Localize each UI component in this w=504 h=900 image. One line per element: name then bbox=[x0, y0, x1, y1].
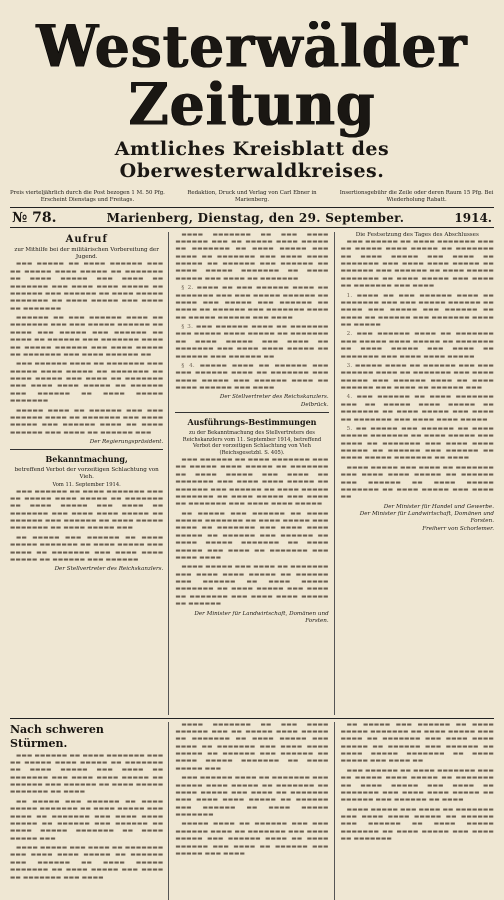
subhead-bekanntmachung-date: Vom 11. September 1914. bbox=[52, 481, 121, 488]
advert-info: Insertionsgebühr die Zeile oder deren Raum 15 Pfg. Bei Wiederholung Rabatt. bbox=[339, 190, 494, 203]
signature-col3-2-name: Freiherr von Schorlemer. bbox=[422, 525, 494, 532]
headline-bekanntmachung: Bekanntmachung, bbox=[45, 454, 128, 465]
masthead-subtitle: Amtliches Kreisblatt des Oberwesterwaldkreises. bbox=[114, 138, 390, 182]
subhead-ausfuehrung: zu der Bekanntmachung des Stellvertreters des Reichskanzlers vom 11. September 1914, betreffend Verbot der vorzeitigen Schlachtung von Vieh (Reichsgesetzbl. S. 405). bbox=[182, 429, 322, 457]
signature-col2-1-name: Delbrück. bbox=[300, 401, 329, 408]
body-text-col3: ▬▬▬ ▬▬▬▬▬▬ ▬▬ ▬▬▬▬ ▬▬▬▬▬▬▬ ▬▬▬ ▬▬ ▬▬▬▬▬ ▬▬▬▬ ▬▬▬▬▬ ▬▬ ▬▬▬▬▬▬▬ ▬▬ ▬▬▬▬ ▬▬▬▬▬ ▬▬▬ ▬▬▬▬ ▬▬ ▬▬▬▬▬▬▬ ▬▬▬ ▬▬▬▬ ▬▬▬▬ ▬▬▬▬▬ ▬▬ ▬▬▬▬▬▬ ▬▬▬ ▬▬▬▬▬▬ ▬▬ ▬▬▬▬ ▬▬▬▬▬ ▬▬▬▬▬▬▬ ▬▬ ▬▬▬▬ ▬▬▬▬▬ ▬▬▬ ▬▬▬▬ ▬▬ ▬▬▬▬▬▬▬ ▬▬▬ ▬▬▬▬ 1. ▬▬▬▬ ▬▬ ▬▬▬ ▬▬▬▬▬▬ ▬▬▬▬ ▬▬ ▬▬▬▬▬▬▬ ▬▬▬ ▬▬▬ ▬▬▬▬▬ ▬▬▬▬▬▬ ▬▬ ▬▬▬▬ ▬▬▬ ▬▬▬▬▬ ▬▬▬ ▬▬▬▬▬▬ ▬▬ ▬▬▬▬ ▬▬ ▬▬▬▬▬▬ ▬▬▬ ▬▬▬▬▬▬▬ ▬▬▬▬ ▬▬ ▬▬▬▬▬ 2. ▬▬▬ ▬▬▬▬▬▬ ▬▬▬▬ ▬▬ ▬▬▬▬▬▬▬ ▬▬▬ ▬▬▬▬▬ ▬▬▬▬ ▬▬▬▬▬ ▬▬ ▬▬▬▬▬▬▬ ▬▬ ▬▬▬▬ ▬▬▬▬▬ ▬▬▬ ▬▬▬▬ ▬▬ ▬▬▬▬▬▬▬ ▬▬▬ ▬▬▬▬ ▬▬▬▬ ▬▬▬▬▬ 3. ▬▬▬▬▬ ▬▬▬▬ ▬▬ ▬▬▬▬▬▬ ▬▬▬ ▬▬▬ ▬▬▬▬▬▬ ▬▬▬▬ ▬▬ ▬▬▬▬▬▬▬ ▬▬▬ ▬▬▬▬ ▬▬▬▬▬ ▬▬▬ ▬▬▬▬▬▬ ▬▬▬▬ ▬▬ ▬▬▬▬ ▬▬▬▬▬▬ ▬▬▬ ▬▬▬▬ ▬▬ ▬▬▬▬▬▬ ▬▬▬ 4. ▬▬▬ ▬▬▬▬▬▬ ▬▬ ▬▬▬▬ ▬▬▬▬▬▬▬ ▬▬▬ ▬▬ ▬▬▬▬▬ ▬▬▬▬ ▬▬▬▬▬ ▬▬ ▬▬▬▬▬▬▬ ▬▬ ▬▬▬▬ ▬▬▬▬▬ ▬▬▬ ▬▬▬▬ ▬▬ ▬▬▬▬▬▬▬ ▬▬▬ ▬▬▬▬ ▬▬▬▬ ▬▬▬▬▬ 5. ▬▬ ▬▬▬▬▬ ▬▬▬ ▬▬▬▬▬▬ ▬▬ ▬▬▬▬ ▬▬▬▬▬ ▬▬▬▬▬▬▬ ▬▬ ▬▬▬▬ ▬▬▬▬▬ ▬▬▬ ▬▬▬▬ ▬▬ ▬▬▬▬▬▬▬ ▬▬▬ ▬▬▬▬ ▬▬▬▬ ▬▬▬▬▬ ▬▬ ▬▬▬▬▬▬ ▬▬▬ ▬▬▬▬▬▬ ▬▬ ▬▬▬▬ ▬▬▬▬▬ ▬▬▬▬▬▬▬ ▬▬ ▬▬▬▬ ▬▬▬▬ ▬▬▬▬▬ ▬▬▬ ▬▬▬▬ ▬▬ ▬▬▬▬▬▬▬ ▬▬▬ ▬▬▬▬ ▬▬▬▬ ▬▬▬▬▬ ▬▬ ▬▬▬▬▬▬ ▬▬▬ ▬▬▬▬▬▬ ▬▬ ▬▬▬▬ ▬▬▬▬▬ ▬▬▬▬▬▬▬ ▬▬ ▬▬▬▬ ▬▬▬▬▬ ▬▬▬ ▬▬▬▬ ▬▬ bbox=[340, 238, 494, 501]
signature-col3-2: Der Minister für Landwirtschaft, Domänen und Forsten. bbox=[359, 511, 494, 525]
signature-col3-1: Der Minister für Handel und Gewerbe. bbox=[383, 503, 494, 510]
article-columns bbox=[10, 232, 494, 715]
masthead-title: Westerwälder Zeitung bbox=[36, 12, 468, 138]
column-1 bbox=[10, 232, 169, 715]
body-text-bekanntmachung: ▬▬▬ ▬▬▬▬▬▬ ▬▬ ▬▬▬▬ ▬▬▬▬▬▬▬ ▬▬▬ ▬▬ ▬▬▬▬▬ ▬▬▬▬ ▬▬▬▬▬ ▬▬ ▬▬▬▬▬▬▬ ▬▬ ▬▬▬▬ ▬▬▬▬▬ ▬▬▬ ▬▬▬▬ ▬▬ ▬▬▬▬▬▬▬ ▬▬▬ ▬▬▬▬ ▬▬▬▬ ▬▬▬▬▬ ▬▬ ▬▬▬▬▬▬ ▬▬▬ ▬▬▬▬▬▬ ▬▬ ▬▬▬▬ ▬▬▬▬▬ ▬▬▬▬▬▬▬ ▬▬ ▬▬▬▬ ▬▬▬▬▬ ▬▬▬ ▬▬ ▬▬▬▬▬ ▬▬▬ ▬▬▬▬▬▬ ▬▬ ▬▬▬▬ ▬▬▬▬▬ ▬▬▬▬▬▬▬ ▬▬ ▬▬▬▬ ▬▬▬▬▬ ▬▬▬ ▬▬▬▬ ▬▬ ▬▬▬▬▬▬▬ ▬▬▬ ▬▬▬▬ ▬▬▬▬ ▬▬▬▬▬ ▬▬ ▬▬▬▬▬▬ ▬▬▬ ▬▬▬▬▬▬ bbox=[10, 488, 164, 563]
subhead-bekanntmachung: betreffend Verbot der vorzeitigen Schlachtung von Vieh. bbox=[14, 466, 159, 481]
headline-aufruf: Aufruf bbox=[65, 233, 108, 245]
signature-col2-2: Der Minister für Landwirtschaft, Domänen und Forsten. bbox=[194, 610, 329, 624]
headline-festsetzung: Die Festsetzung des Tages des Abschlusses bbox=[355, 231, 479, 238]
feuilleton-column-1 bbox=[10, 722, 169, 900]
divider bbox=[175, 412, 328, 413]
story-text-2: ▬▬▬▬ ▬▬▬▬▬▬▬ ▬▬ ▬▬▬ ▬▬▬▬ ▬▬▬▬▬▬ ▬▬▬ ▬▬ ▬▬▬▬▬ ▬▬▬▬ ▬▬▬▬▬ ▬▬ ▬▬▬▬▬▬▬ ▬▬ ▬▬▬▬ ▬▬▬▬▬ ▬▬▬ ▬▬▬▬ ▬▬ ▬▬▬▬▬▬▬ ▬▬▬ ▬▬▬▬ ▬▬▬▬ ▬▬▬▬▬ ▬▬ ▬▬▬▬▬▬ ▬▬▬ ▬▬▬▬▬▬ ▬▬ ▬▬▬▬ ▬▬▬▬▬ ▬▬▬▬▬▬▬ ▬▬ ▬▬▬▬ ▬▬▬▬▬ ▬▬▬ ▬▬▬ ▬▬▬▬▬▬ ▬▬▬▬ ▬▬ ▬▬▬▬▬▬▬ ▬▬▬ ▬▬▬▬▬ ▬▬▬▬ ▬▬▬▬▬ ▬▬ ▬▬▬▬▬▬▬ ▬▬ ▬▬▬▬ ▬▬▬▬▬ ▬▬▬ ▬▬▬▬ ▬▬ ▬▬▬▬▬▬▬ ▬▬▬ ▬▬▬▬ ▬▬▬▬ ▬▬▬▬▬ ▬▬ ▬▬▬▬▬▬ ▬▬▬ ▬▬▬▬▬▬ ▬▬ ▬▬▬▬ ▬▬▬▬▬ ▬▬▬▬▬▬▬ ▬▬▬▬▬ ▬▬▬▬ ▬▬ ▬▬▬▬▬▬ ▬▬▬ ▬▬▬ ▬▬▬▬▬▬ ▬▬▬▬ ▬▬ ▬▬▬▬▬▬▬ ▬▬▬ ▬▬▬▬ ▬▬▬▬▬ ▬▬▬ ▬▬▬▬▬▬ ▬▬▬▬ ▬▬ ▬▬▬▬ ▬▬▬▬▬▬ ▬▬▬ ▬▬▬▬ ▬▬ ▬▬▬▬▬▬ ▬▬▬ ▬▬▬▬▬ ▬▬▬ ▬▬▬▬ bbox=[175, 721, 329, 857]
publisher-info: Redaktion, Druck und Verlag von Carl Ebner in Marienberg. bbox=[187, 190, 317, 203]
column-3 bbox=[341, 232, 494, 715]
rule-under-dateline bbox=[10, 227, 494, 228]
signature-bekanntmachung: Der Stellvertreter des Reichskanzlers. bbox=[54, 566, 164, 573]
story-text-3: ▬▬ ▬▬▬▬▬ ▬▬▬ ▬▬▬▬▬▬ ▬▬ ▬▬▬▬ ▬▬▬▬▬ ▬▬▬▬▬▬▬ ▬▬ ▬▬▬▬ ▬▬▬▬▬ ▬▬▬ ▬▬▬▬ ▬▬ ▬▬▬▬▬▬▬ ▬▬▬ ▬▬▬▬ ▬▬▬▬ ▬▬▬▬▬ ▬▬ ▬▬▬▬▬▬ ▬▬▬ ▬▬▬▬▬▬ ▬▬ ▬▬▬▬ ▬▬▬▬▬ ▬▬▬▬▬▬▬ ▬▬ ▬▬▬▬ ▬▬▬▬▬ ▬▬▬ ▬▬▬▬ ▬▬ ▬▬▬ ▬▬▬▬▬▬ ▬▬ ▬▬▬▬ ▬▬▬▬▬▬▬ ▬▬▬ ▬▬ ▬▬▬▬▬ ▬▬▬▬ ▬▬▬▬▬ ▬▬ ▬▬▬▬▬▬▬ ▬▬ ▬▬▬▬ ▬▬▬▬▬ ▬▬▬ ▬▬▬▬ ▬▬ ▬▬▬▬▬▬▬ ▬▬▬ ▬▬▬▬ ▬▬▬▬ ▬▬▬▬▬ ▬▬ ▬▬▬▬▬▬ ▬▬▬ ▬▬▬▬▬▬ ▬▬ ▬▬▬▬ ▬▬▬▬ ▬▬▬▬▬ ▬▬▬ ▬▬▬▬ ▬▬ ▬▬▬▬▬▬▬ ▬▬▬ ▬▬▬▬ ▬▬▬▬ ▬▬▬▬▬ ▬▬ ▬▬▬▬▬▬ ▬▬▬ ▬▬▬▬▬▬ ▬▬ ▬▬▬▬ ▬▬▬▬▬ ▬▬▬▬▬▬▬ ▬▬ ▬▬▬▬ ▬▬▬▬▬ ▬▬▬ ▬▬▬▬ ▬▬ ▬▬▬▬▬▬▬ bbox=[340, 721, 494, 843]
signature-col2-1: Der Stellvertreter des Reichskanzlers. bbox=[219, 394, 329, 401]
feuilleton-column-3 bbox=[341, 722, 494, 900]
headline-ausfuehrung: Ausführungs-Bestimmungen bbox=[187, 417, 317, 428]
body-text-col2-top: ▬▬▬▬ ▬▬▬▬▬▬▬ ▬▬ ▬▬▬ ▬▬▬▬ ▬▬▬▬▬▬ ▬▬▬ ▬▬ ▬▬▬▬▬ ▬▬▬▬ ▬▬▬▬▬ ▬▬ ▬▬▬▬▬▬▬ ▬▬ ▬▬▬▬ ▬▬▬▬▬ ▬▬▬ ▬▬▬▬ ▬▬ ▬▬▬▬▬▬▬ ▬▬▬ ▬▬▬▬ ▬▬▬▬ ▬▬▬▬▬ ▬▬ ▬▬▬▬▬▬ ▬▬▬ ▬▬▬▬▬▬ ▬▬ ▬▬▬▬ ▬▬▬▬▬ ▬▬▬▬▬▬▬ ▬▬ ▬▬▬▬ ▬▬▬▬▬ ▬▬▬ ▬▬▬▬ ▬▬ ▬▬▬▬▬▬▬ § 2. ▬▬▬▬ ▬▬ ▬▬▬ ▬▬▬▬▬▬ ▬▬▬▬ ▬▬ ▬▬▬▬▬▬▬ ▬▬▬ ▬▬▬ ▬▬▬▬▬ ▬▬▬▬▬▬ ▬▬ ▬▬▬▬ ▬▬▬ ▬▬▬▬▬ ▬▬▬ ▬▬▬▬▬▬ ▬▬ ▬▬▬▬ ▬▬ ▬▬▬▬▬▬ ▬▬▬ ▬▬▬▬▬▬▬ ▬▬▬▬ ▬▬ ▬▬▬▬▬ ▬▬▬▬▬▬ ▬▬▬ ▬▬▬▬ § 3. ▬▬▬ ▬▬▬▬▬▬ ▬▬▬▬ ▬▬ ▬▬▬▬▬▬▬ ▬▬▬ ▬▬▬▬▬ ▬▬▬▬ ▬▬▬▬▬ ▬▬ ▬▬▬▬▬▬▬ ▬▬ ▬▬▬▬ ▬▬▬▬▬ ▬▬▬ ▬▬▬▬ ▬▬ ▬▬▬▬▬▬▬ ▬▬▬ ▬▬▬▬ ▬▬▬▬ ▬▬▬▬▬ ▬▬ ▬▬▬▬▬▬ ▬▬▬ ▬▬▬▬▬▬ ▬▬ § 4. ▬▬▬▬▬ ▬▬▬▬ ▬▬ ▬▬▬▬▬▬ ▬▬▬ ▬▬▬ ▬▬▬▬▬▬ ▬▬▬▬ ▬▬ ▬▬▬▬▬▬▬ ▬▬▬ ▬▬▬▬ ▬▬▬▬▬ ▬▬▬ ▬▬▬▬▬▬ ▬▬▬▬ ▬▬ ▬▬▬▬ ▬▬▬▬▬▬ ▬▬▬ ▬▬▬▬ bbox=[175, 231, 329, 391]
feuilleton-column-2 bbox=[175, 722, 334, 900]
body-text-aufruf: ▬▬▬ ▬▬▬▬▬ ▬▬ ▬▬▬▬ ▬▬▬▬▬▬ ▬▬▬ ▬▬ ▬▬▬▬▬ ▬▬▬▬ ▬▬▬▬▬ ▬▬ ▬▬▬▬▬▬▬ ▬▬ ▬▬▬▬ ▬▬▬▬▬ ▬▬▬ ▬▬▬▬ ▬▬ ▬▬▬▬▬▬▬ ▬▬▬ ▬▬▬▬ ▬▬▬▬ ▬▬▬▬▬ ▬▬ ▬▬▬▬▬▬ ▬▬▬ ▬▬▬▬▬▬ ▬▬ ▬▬▬▬ ▬▬▬▬▬ ▬▬▬▬▬▬▬ ▬▬ ▬▬▬▬ ▬▬▬▬▬ ▬▬▬ ▬▬▬▬ ▬▬ ▬▬▬▬▬▬▬ ▬▬▬▬▬▬ ▬▬ ▬▬▬ ▬▬▬▬▬▬ ▬▬▬▬ ▬▬ ▬▬▬▬▬▬▬ ▬▬▬ ▬▬▬ ▬▬▬▬▬ ▬▬▬▬▬▬ ▬▬ ▬▬▬▬ ▬▬▬ ▬▬▬▬▬ ▬▬▬ ▬▬▬▬▬▬ ▬▬ ▬▬▬▬ ▬▬ ▬▬▬▬▬▬ ▬▬▬ ▬▬▬▬▬▬▬ ▬▬▬▬ ▬▬ ▬▬▬▬▬ ▬▬▬▬▬▬ ▬▬▬ ▬▬▬▬ ▬▬▬▬▬ ▬▬ ▬▬▬▬▬▬▬ ▬▬▬ ▬▬▬▬ ▬▬▬▬▬▬ ▬▬ ▬▬▬ ▬▬▬▬▬▬ ▬▬▬▬ ▬▬ ▬▬▬▬▬▬▬ ▬▬▬ ▬▬▬▬▬ ▬▬▬▬ ▬▬▬▬▬ ▬▬ ▬▬▬▬▬▬▬ ▬▬ ▬▬▬▬ ▬▬▬▬▬ ▬▬▬ ▬▬▬▬ ▬▬ ▬▬▬▬▬▬▬ ▬▬▬ ▬▬▬▬ ▬▬▬▬ ▬▬▬▬▬ ▬▬ ▬▬▬▬▬▬ ▬▬▬ ▬▬▬▬▬▬ ▬▬ ▬▬▬▬ ▬▬▬▬▬ ▬▬▬▬▬▬▬ ▬▬▬▬▬ ▬▬▬▬ ▬▬ ▬▬▬▬▬▬ ▬▬▬ ▬▬▬ ▬▬▬▬▬▬ ▬▬▬▬ ▬▬ ▬▬▬▬▬▬▬ ▬▬▬ ▬▬▬▬ ▬▬▬▬▬ ▬▬▬ ▬▬▬▬▬▬ ▬▬▬▬ ▬▬ ▬▬▬▬ ▬▬▬▬▬▬ ▬▬▬ ▬▬▬▬ ▬▬ ▬▬▬▬▬▬ ▬▬▬ bbox=[10, 261, 164, 436]
issue-date: Marienberg, Dienstag, den 29. September. bbox=[106, 210, 405, 225]
divider bbox=[10, 449, 163, 450]
feuilleton bbox=[10, 722, 494, 900]
body-text-ausfuehrung: ▬▬▬ ▬▬▬▬▬▬ ▬▬ ▬▬▬▬ ▬▬▬▬▬▬▬ ▬▬▬ ▬▬ ▬▬▬▬▬ ▬▬▬▬ ▬▬▬▬▬ ▬▬ ▬▬▬▬▬▬▬ ▬▬ ▬▬▬▬ ▬▬▬▬▬ ▬▬▬ ▬▬▬▬ ▬▬ ▬▬▬▬▬▬▬ ▬▬▬ ▬▬▬▬ ▬▬▬▬ ▬▬▬▬▬ ▬▬ ▬▬▬▬▬▬ ▬▬▬ ▬▬▬▬▬▬ ▬▬ ▬▬▬▬ ▬▬▬▬▬ ▬▬▬▬▬▬▬ ▬▬ ▬▬▬▬ ▬▬▬▬▬ ▬▬▬ ▬▬▬▬ ▬▬ ▬▬▬▬▬▬▬ ▬▬▬ ▬▬▬▬ ▬▬▬▬ ▬▬▬▬▬ ▬▬ ▬▬▬▬▬ ▬▬▬ ▬▬▬▬▬▬ ▬▬ ▬▬▬▬ ▬▬▬▬▬ ▬▬▬▬▬▬▬ ▬▬ ▬▬▬▬ ▬▬▬▬▬ ▬▬▬ ▬▬▬▬ ▬▬ ▬▬▬▬▬▬▬ ▬▬▬ ▬▬▬▬ ▬▬▬▬ ▬▬▬▬▬ ▬▬ ▬▬▬▬▬▬ ▬▬▬ ▬▬▬▬▬▬ ▬▬ ▬▬▬▬ ▬▬▬▬▬ ▬▬▬▬▬▬▬ ▬▬ ▬▬▬▬ ▬▬▬▬▬ ▬▬▬ ▬▬▬▬ ▬▬ ▬▬▬▬▬▬▬ ▬▬▬ ▬▬▬▬ ▬▬▬▬ ▬▬▬▬ ▬▬▬▬▬ ▬▬▬ ▬▬▬▬ ▬▬ ▬▬▬▬▬▬▬ ▬▬▬ ▬▬▬▬ ▬▬▬▬ ▬▬▬▬▬ ▬▬ ▬▬▬▬▬▬ ▬▬▬ ▬▬▬▬▬▬ ▬▬ ▬▬▬▬ ▬▬▬▬▬ ▬▬▬▬▬▬▬ ▬▬ ▬▬▬▬ ▬▬▬▬▬ ▬▬▬ ▬▬▬▬ ▬▬ ▬▬▬▬▬▬▬ ▬▬▬ ▬▬▬▬ ▬▬▬▬ ▬▬▬▬▬ ▬▬ ▬▬▬▬▬▬ bbox=[175, 457, 329, 608]
issue-year: 1914. bbox=[454, 210, 492, 225]
issue-number: № 78. bbox=[12, 209, 57, 226]
subhead-aufruf: zur Mithilfe bei der militärischen Vorbereitung der Jugend. bbox=[14, 246, 159, 261]
story-title: Nach schweren Stürmen. bbox=[10, 722, 104, 751]
story-text-1: ▬▬▬ ▬▬▬▬▬▬ ▬▬ ▬▬▬▬ ▬▬▬▬▬▬▬ ▬▬▬ ▬▬ ▬▬▬▬▬ ▬▬▬▬ ▬▬▬▬▬ ▬▬ ▬▬▬▬▬▬▬ ▬▬ ▬▬▬▬ ▬▬▬▬▬ ▬▬▬ ▬▬▬▬ ▬▬ ▬▬▬▬▬▬▬ ▬▬▬ ▬▬▬▬ ▬▬▬▬ ▬▬▬▬▬ ▬▬ ▬▬▬▬▬▬ ▬▬▬ ▬▬▬▬▬▬ ▬▬ ▬▬▬▬ ▬▬▬▬▬ ▬▬▬▬▬▬▬ ▬▬ ▬▬▬▬ ▬▬ ▬▬▬▬▬ ▬▬▬ ▬▬▬▬▬▬ ▬▬ ▬▬▬▬ ▬▬▬▬▬ ▬▬▬▬▬▬▬ ▬▬ ▬▬▬▬ ▬▬▬▬▬ ▬▬▬ ▬▬▬▬ ▬▬ ▬▬▬▬▬▬▬ ▬▬▬ ▬▬▬▬ ▬▬▬▬ ▬▬▬▬▬ ▬▬ ▬▬▬▬▬▬ ▬▬▬ ▬▬▬▬▬▬ ▬▬ ▬▬▬▬ ▬▬▬▬▬ ▬▬▬▬▬▬▬ ▬▬ ▬▬▬▬ ▬▬▬▬▬ ▬▬▬ ▬▬▬▬ ▬▬▬▬▬ ▬▬▬ ▬▬▬▬ ▬▬ ▬▬▬▬▬▬▬ ▬▬▬ ▬▬▬▬ ▬▬▬▬ ▬▬▬▬▬ ▬▬ ▬▬▬▬▬▬ ▬▬▬ ▬▬▬▬▬▬ ▬▬ ▬▬▬▬ ▬▬▬▬▬ ▬▬▬▬▬▬▬ ▬▬ ▬▬▬▬ ▬▬▬▬▬ ▬▬▬ ▬▬▬▬ ▬▬ ▬▬▬▬▬▬▬ ▬▬▬ ▬▬▬▬ bbox=[10, 752, 164, 881]
publication-info bbox=[10, 190, 494, 204]
dateline bbox=[10, 208, 494, 226]
subscription-info: Preis vierteljährlich durch die Post bezogen 1 M. 50 Pfg. Erscheint Dienstags und Freitags. bbox=[10, 190, 165, 203]
signature-aufruf: Der Regierungspräsident. bbox=[89, 439, 164, 446]
column-2 bbox=[175, 232, 334, 715]
feuilleton-rule bbox=[10, 718, 494, 719]
